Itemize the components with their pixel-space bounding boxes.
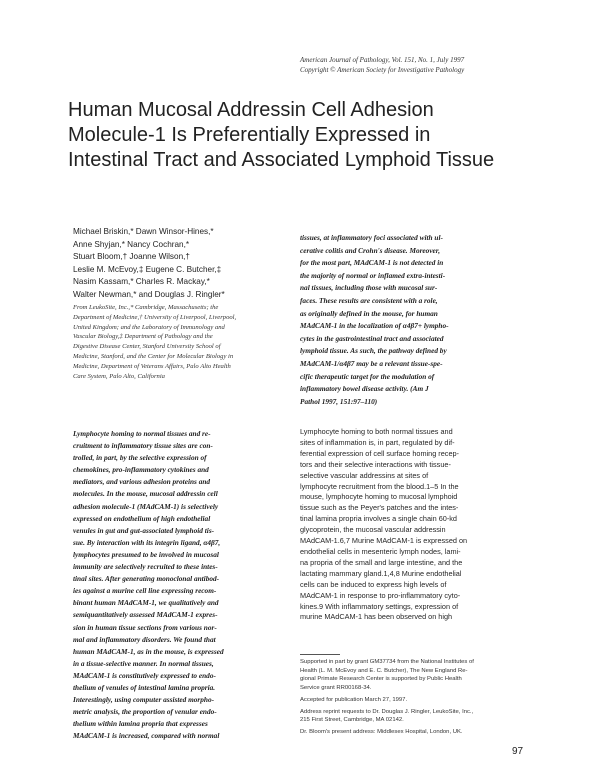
abstract-line: cerative colitis and Crohn's disease. Moreover, xyxy=(300,245,441,255)
body-line: endothelial cells in mesenteric lymph nodes, lami- xyxy=(300,546,461,556)
abstract-line: immunity are selectively recruited to these intes- xyxy=(73,562,218,572)
affiliation-line: Care System, Palo Alto, California xyxy=(73,372,165,380)
abstract-line: semiquantitatively assessed MAdCAM-1 expres- xyxy=(73,610,218,620)
abstract-line: MAdCAM-1 is increased, compared with normal xyxy=(73,731,220,741)
body-line: MAdCAM-1.6,7 Murine MAdCAM-1 is expressed on xyxy=(300,536,468,546)
abstract-line: as originally defined in the mouse, for human xyxy=(300,308,438,318)
abstract xyxy=(73,428,285,742)
abstract-line: molecules. In the mouse, mucosal addressin cell xyxy=(73,489,218,499)
abstract-line: tissues, at inflammatory foci associated with ul- xyxy=(300,233,443,242)
body-line: sites of inflammation is, in part, regulated by dif- xyxy=(300,437,455,447)
affiliation-line: From LeukoSite, Inc.,* Cambridge, Massachusetts; the xyxy=(73,304,219,311)
footnote-line: Service grant RR00168-34. xyxy=(300,685,372,692)
abstract-line: faces. These results are consistent with a role, xyxy=(300,295,438,305)
abstract-line: mediators, and various adhesion proteins and xyxy=(73,477,211,487)
abstract-line: in a tissue-selective manner. In normal tissues, xyxy=(73,658,214,668)
affiliations xyxy=(73,303,285,381)
abstract-line: Pathol 1997, 151:97–110) xyxy=(300,396,378,406)
body-line: murine MAdCAM-1 has been observed on high xyxy=(300,612,453,622)
journal-citation: American Journal of Pathology, Vol. 151, No. 1, July 1997 xyxy=(300,56,465,64)
body-line: lactating mammary gland.1,4,8 Murine endothelial xyxy=(300,568,462,578)
abstract-line: inflammatory bowel disease activity. (Am J xyxy=(300,384,429,394)
abstract-line: MAdCAM-1 is constitutively expressed to endo- xyxy=(73,670,216,680)
footnote-line: Accepted for publication March 27, 1997. xyxy=(300,696,408,703)
body-line: mouse, lymphocyte homing to mucosal lymphoid xyxy=(300,492,458,502)
abstract-line: MAdCAM-1 in the localization of α4β7+ lympho- xyxy=(300,321,449,331)
abstract-line: tinal sites. After generating monoclonal antibod- xyxy=(73,574,220,584)
affiliation-line: Medicine, Stanford, and the Center for Molecular Biology in xyxy=(73,352,234,360)
abstract-line: thelium of venules of intestinal lamina propria. xyxy=(73,682,216,692)
abstract-line: expressed on endothelium of high endothelial xyxy=(73,513,211,523)
abstract-line: Lymphocyte homing to normal tissues and re- xyxy=(73,429,211,438)
body-text xyxy=(300,427,536,623)
footnote-line: Address reprint requests to Dr. Douglas J. Ringler, LeukoSite, Inc., xyxy=(300,708,474,715)
abstract-line: trolled, in part, by the selective expression of xyxy=(73,453,207,463)
body-line: tissue such as the Peyer's patches and the intes- xyxy=(300,503,459,513)
abstract-line: chemokines, pro-inflammatory cytokines and xyxy=(73,465,209,475)
body-line: kines.9 With inflammatory settings, expression of xyxy=(300,601,459,611)
journal-copyright: Copyright © American Society for Investigative Pathology xyxy=(300,65,465,74)
affiliation-line: Department of Medicine,† University of Liverpool, Liverpool, xyxy=(73,313,237,321)
page-number: 97 xyxy=(512,746,524,757)
body-line: cells can be induced to express high levels of xyxy=(300,579,447,589)
affiliation-line: United Kingdom; and the Laboratory of Immunology and xyxy=(73,323,225,331)
body-line: selective vascular addressins at sites of xyxy=(300,470,429,480)
abstract-line: mal and inflammatory disorders. We found that xyxy=(73,634,216,644)
abstract-line: adhesion molecule-1 (MAdCAM-1) is selectively xyxy=(73,501,219,511)
abstract-line: MAdCAM-1/α4β7 may be a relevant tissue-spe- xyxy=(300,358,443,368)
body-line: tinal lamina propria involves a single chain 60-kd xyxy=(300,514,457,524)
body-line: MAdCAM-1 in response to pro-inflammatory cyto- xyxy=(300,590,461,600)
author-line: Nasim Kassam,* Charles R. Mackay,* xyxy=(73,277,210,287)
affiliation-line: Digestive Disease Center, Stanford University School of xyxy=(73,343,221,351)
journal-header xyxy=(300,56,530,75)
title-line: Human Mucosal Addressin Cell Adhesion xyxy=(68,99,434,121)
author-line: Michael Briskin,* Dawn Winsor-Hines,* xyxy=(73,227,214,236)
body-line: lymphocyte recruitment from the blood.1–5 In the xyxy=(300,481,459,491)
abstract-line: lymphoid tissue. As such, the pathway defined by xyxy=(300,346,447,356)
affiliation-line: Medicine, Department of Veterans Affairs, Palo Alto Health xyxy=(73,362,231,370)
body-line: tors and their selective interactions with tissue- xyxy=(300,459,451,469)
abstract-line: cytes in the gastrointestinal tract and associated xyxy=(300,333,444,343)
footnote-line: Supported in part by grant GM37734 from the National Institutes of xyxy=(300,659,474,665)
footnote-divider xyxy=(300,654,340,655)
author-line: Stuart Bloom,† Joanne Wilson,† xyxy=(73,252,190,262)
abstract-line: binant human MAdCAM-1, we qualitatively and xyxy=(73,598,219,608)
abstract-line: sion in human tissue sections from various nor- xyxy=(73,622,217,632)
abstract-line: Interestingly, using computer assisted morpho- xyxy=(73,695,215,705)
body-line: glycoprotein, the mucosal vascular addressin xyxy=(300,525,446,535)
author-line: Leslie M. McEvoy,‡ Eugene C. Butcher,‡ xyxy=(73,264,222,274)
abstract-line: thelium within lamina propria that expresses xyxy=(73,719,208,729)
footnote-line: Health (L. M. McEvoy and E. C. Butcher), The New England Re- xyxy=(300,667,468,674)
abstract-line: cific therapeutic target for the modulation of xyxy=(300,371,435,381)
article-title xyxy=(68,98,548,173)
abstract-line: for the most part, MAdCAM-1 is not detected in xyxy=(300,258,444,268)
abstract-line: venules in gut and gut-associated lymphoid tis- xyxy=(73,525,215,535)
abstract-line: human MAdCAM-1, as in the mouse, is expressed xyxy=(73,646,224,656)
abstract-line: metric analysis, the proportion of venular endo- xyxy=(73,707,217,717)
author-line: Anne Shyjan,* Nancy Cochran,* xyxy=(73,239,190,249)
abstract-line: ies against a murine cell line expressing recom- xyxy=(73,586,217,596)
abstract-line: lymphocytes presumed to be involved in mucosal xyxy=(73,549,219,559)
body-line: na propria of the small and large intestine, and the xyxy=(300,557,463,567)
abstract-continuation xyxy=(300,232,532,408)
footnote-line: Dr. Bloom's present address: Middlesex Hospital, London, UK. xyxy=(300,728,463,735)
affiliation-line: Vascular Biology,‡ Department of Pathology and the xyxy=(73,333,213,341)
author-line: Walter Newman,* and Douglas J. Ringler* xyxy=(73,289,225,299)
body-line: ferential expression of cell surface homing recep- xyxy=(300,448,459,458)
footnote-line: 215 First Street, Cambridge, MA 02142. xyxy=(300,717,404,724)
abstract-line: the majority of normal or inflamed extra-intesti- xyxy=(300,270,446,280)
footnote-line: gional Primate Research Center is supported by Public Health xyxy=(300,676,462,683)
body-line: Lymphocyte homing to both normal tissues and xyxy=(300,427,453,436)
abstract-line: sue. By interaction with its integrin ligand, α4β7, xyxy=(73,537,221,547)
abstract-line: cruitment to inflammatory tissue sites are con- xyxy=(73,441,213,451)
author-list xyxy=(73,226,285,302)
title-line: Molecule-1 Is Preferentially Expressed in xyxy=(68,124,431,146)
abstract-line: nal tissues, including those with mucosal sur- xyxy=(300,283,438,293)
footnotes xyxy=(300,658,536,737)
title-line: Intestinal Tract and Associated Lymphoid Tissue xyxy=(68,149,495,171)
